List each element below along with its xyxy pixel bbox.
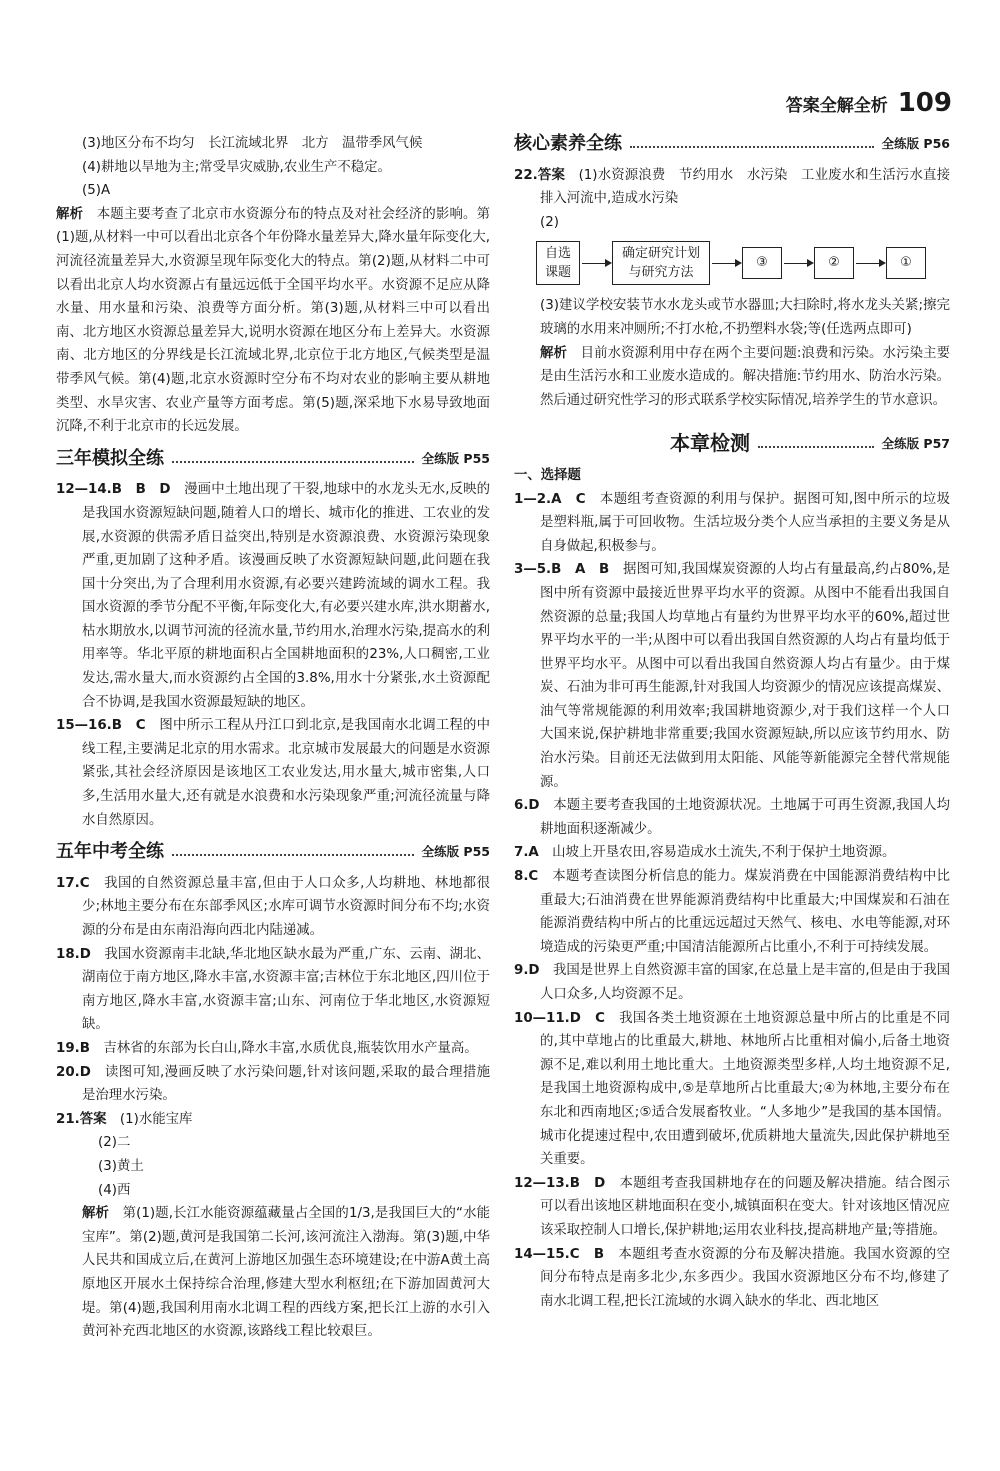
section-title: 三年模拟全练 bbox=[56, 447, 164, 469]
dotted-leader bbox=[630, 146, 874, 148]
answer-line: (4)西 bbox=[98, 1182, 131, 1198]
page-header bbox=[786, 88, 952, 118]
question-number: 22.答案 bbox=[514, 167, 565, 183]
question-number: 20.D bbox=[56, 1064, 91, 1080]
answer-line: (5)A bbox=[82, 183, 111, 199]
question-number: 8.C bbox=[514, 869, 539, 885]
question-number: 12—14.B B D bbox=[56, 482, 171, 498]
analysis-paragraph bbox=[56, 1202, 490, 1344]
answer-line: (3)建议学校安装节水水龙头或节水器皿;大扫除时,将水龙头关紧;擦完玻璃的水用来冲厕所;不打水枪,不扔塑料水袋;等(任选两点即可) bbox=[540, 298, 950, 337]
question-explanation: 我国各类土地资源在土地资源总量中所占的比重是不同的,其中草地占的比重最大,耕地、林地所占比重相对偏小,后备土地资源不足,难以利用土地比重大。土地资源类型多样,人均土地资源不足,是我国土地资源构成中,⑤是草地所占比重最大;④为林地,主要分布在东北和西南地区;⑤适合发展畜牧业。“人多地少”是我国的基本国情。城市化提速过程中,农田遭到破坏,优质耕地大量流失,因此保护耕地至关重要。 bbox=[540, 1010, 950, 1168]
question-explanation: 我国的自然资源总量丰富,但由于人口众多,人均耕地、林地都很少;林地主要分布在东部季风区;水库可调节水资源时间分布不均;水资源的分布是由东南沿海向西北内陆递减。 bbox=[82, 875, 491, 938]
question-answer bbox=[514, 1172, 950, 1243]
question-answer bbox=[514, 488, 950, 559]
section-page-ref: 全练版 P55 bbox=[421, 450, 490, 466]
question-answer bbox=[514, 1007, 950, 1172]
question-number: 12—13.B D bbox=[514, 1175, 606, 1191]
section-title: 本章检测 bbox=[670, 431, 750, 456]
section-page-ref: 全练版 P57 bbox=[881, 436, 950, 452]
question-answer bbox=[56, 714, 490, 832]
section-title: 核心素养全练 bbox=[514, 133, 622, 154]
answer-line: (2) bbox=[540, 214, 559, 230]
question-number: 3—5.B A B bbox=[514, 562, 610, 578]
question-answer bbox=[514, 865, 950, 959]
flow-arrow bbox=[856, 263, 884, 264]
question-answer bbox=[514, 959, 950, 1006]
section-header bbox=[514, 132, 950, 156]
section-page-ref: 全练版 P55 bbox=[421, 844, 490, 860]
question-answer bbox=[56, 943, 490, 1037]
analysis-label: 解析 bbox=[56, 206, 84, 222]
dotted-leader bbox=[172, 461, 414, 463]
analysis-label: 解析 bbox=[82, 1206, 110, 1222]
question-explanation: 本题组考查我国耕地存在的问题及解决措施。结合图示可以看出该地区耕地面积在变小,城镇面积在变大。针对该地区情况应该采取控制人口增长,保护耕地;运用农业科技,提高耕地产量;等措施。 bbox=[540, 1175, 951, 1238]
analysis-paragraph bbox=[514, 342, 950, 413]
question-explanation: 图中所示工程从丹江口到北京,是我国南水北调工程的中线工程,主要满足北京的用水需求。北京城市发展最大的问题是水资源紧张,其社会经济原因是该地区工农业发达,用水量大,城市密集,人口多,生活用水量大,还有就是水浪费和水污染现象严重;河流径流量与降水自然原因。 bbox=[82, 718, 491, 828]
question-explanation: 本题组考查资源的利用与保护。据图可知,图中所示的垃圾是塑料瓶,属于可回收物。生活垃圾分类个人应当承担的主要义务是从自身做起,积极参与。 bbox=[540, 491, 950, 554]
question-explanation: 吉林省的东部为长白山,降水丰富,水质优良,瓶装饮用水产量高。 bbox=[103, 1040, 478, 1056]
flow-box: 确定研究计划与研究方法 bbox=[612, 241, 710, 285]
question-number: 17.C bbox=[56, 875, 90, 891]
answer-line: (2)二 bbox=[98, 1135, 131, 1151]
question-explanation: 本题组考查水资源的分布及解决措施。我国水资源的空间分布特点是南多北少,东多西少。我国水资源地区分布不均,修建了南水北调工程,把长江流域的水调入缺水的华北、西北地区 bbox=[540, 1246, 951, 1309]
question-number: 6.D bbox=[514, 798, 540, 814]
question-number: 7.A bbox=[514, 845, 539, 861]
question-number: 19.B bbox=[56, 1040, 90, 1056]
question-explanation: 山坡上开垦农田,容易造成水土流失,不利于保护土地资源。 bbox=[552, 845, 896, 861]
section-header bbox=[56, 840, 490, 864]
flow-box: 自选课题 bbox=[536, 241, 580, 285]
question-explanation: 读图可知,漫画反映了水污染问题,针对该问题,采取的最合理措施是治理水污染。 bbox=[82, 1064, 490, 1104]
section-title: 五年中考全练 bbox=[56, 841, 164, 863]
question-answer bbox=[514, 558, 950, 794]
question-answer bbox=[514, 841, 950, 865]
question-explanation: 我国水资源南丰北缺,华北地区缺水最为严重,广东、云南、湖北、湖南位于南方地区,降水丰富,水资源丰富;吉林位于东北地区,四川位于南方地区,降水丰富,水资源丰富;山东、河南位于华北地区,水资源短缺。 bbox=[82, 946, 491, 1033]
answer-line: (1)水资源浪费 节约用水 水污染 工业废水和生活污水直接排入河流中,造成水污染 bbox=[540, 167, 950, 207]
left-column bbox=[56, 132, 490, 1344]
analysis-label: 解析 bbox=[540, 345, 568, 361]
section-header bbox=[56, 447, 490, 471]
flow-arrow bbox=[712, 263, 740, 264]
answer-line: (3)地区分布不均匀 长江流域北界 北方 温带季风气候 bbox=[82, 136, 423, 151]
flow-box: ② bbox=[814, 247, 854, 279]
question-number: 10—11.D C bbox=[514, 1010, 605, 1026]
question-number: 14—15.C B bbox=[514, 1246, 605, 1262]
question-number: 15—16.B C bbox=[56, 718, 146, 734]
dotted-leader bbox=[758, 446, 874, 448]
answer-line: (4)耕地以旱地为主;常受旱灾威胁,农业生产不稳定。 bbox=[82, 159, 391, 175]
part-heading: 一、选择题 bbox=[514, 467, 581, 483]
analysis-text: 第(1)题,长江水能资源蕴藏量占全国的1/3,是我国巨大的“水能宝库”。第(2)题,黄河是我国第二长河,该河流注入渤海。第(3)题,中华人民共和国成立后,在黄河上游地区加强生态环境建设;在中游A黄土高原地区开展水土保持综合治理,修建大型水利枢纽;在下游加固黄河大堤。第(4)题,我国利用南水北调工程的西线方案,把长江上游的水引入黄河补充西北地区的水资源,该路线工程比较艰巨。 bbox=[82, 1206, 491, 1340]
question-explanation: 我国是世界上自然资源丰富的国家,在总量上是丰富的,但是由于我国人口众多,人均资源不足。 bbox=[540, 963, 950, 1002]
header-title: 答案全解全析 bbox=[785, 95, 888, 116]
question-answer bbox=[56, 478, 490, 714]
question-number: 21.答案 bbox=[56, 1111, 107, 1127]
research-flowchart bbox=[536, 238, 950, 288]
flow-arrow bbox=[582, 263, 610, 264]
flow-arrow bbox=[784, 263, 812, 264]
section-header bbox=[514, 432, 950, 456]
page-number: 109 bbox=[897, 88, 952, 118]
question-answer bbox=[514, 164, 950, 211]
answer-line: (1)水能宝库 bbox=[119, 1111, 193, 1127]
question-explanation: 漫画中土地出现了干裂,地球中的水龙头无水,反映的是我国水资源短缺问题,随着人口的增长、城市化的推进、工农业的发展,水资源的供需矛盾日益突出,特别是水资源浪费、水资源污染现象严重,更加剧了这种矛盾。该漫画反映了水资源短缺问题,此问题在我国十分突出,为了合理利用水资源,有必要兴建跨流域的调水工程。我国水资源的季节分配不平衡,年际变化大,有必要兴建水库,洪水期蓄水,枯水期放水,以调节河流的径流水量,节约用水,治理水污染,提高水的利用率等。华北平原的耕地面积占全国耕地面积的23%,人口稠密,工业发达,需水量大,而水资源约占全国的3.8%,用水十分紧张,水土资源配合不协调,是我国水资源最短缺的地区。 bbox=[82, 482, 491, 710]
question-explanation: 本题考查读图分析信息的能力。煤炭消费在中国能源消费结构中比重最大;石油消费在世界能源消费结构中比重最大;中国煤炭和石油在能源消费结构中所占的比重远远超过天然气、核电、水电等能源,对环境造成的污染更严重;中国清洁能源所占比重小,不利于可持续发展。 bbox=[540, 869, 950, 955]
answer-line: (3)黄土 bbox=[98, 1158, 144, 1174]
question-answer bbox=[514, 794, 950, 841]
question-answer bbox=[56, 872, 490, 943]
section-page-ref: 全练版 P56 bbox=[881, 136, 950, 151]
question-answer bbox=[56, 1108, 490, 1132]
right-column bbox=[514, 132, 950, 1313]
question-answer bbox=[514, 1243, 950, 1314]
question-number: 18.D bbox=[56, 946, 91, 962]
analysis-text: 目前水资源利用中存在两个主要问题:浪费和污染。水污染主要是由生活污水和工业废水造成的。解决措施:节约用水、防治水污染。然后通过研究性学习的形式联系学校实际情况,培养学生的节水意识。 bbox=[540, 345, 951, 408]
flow-box: ③ bbox=[742, 247, 782, 279]
analysis-text: 本题主要考查了北京市水资源分布的特点及对社会经济的影响。第(1)题,从材料一中可以看出北京各个年份降水量差异大,降水量年际变化大,河流径流量差异大,水资源呈现年际变化大的特点。第(2)题,从材料二中可以看出北京人均水资源占有量远远低于全国平均水平。水资源不足应从降水量、用水量和污染、浪费等方面分析。第(3)题,从材料三中可以看出南、北方地区水资源总量差异大,说明水资源在地区分布上差异大。水资源南、北方地区的分界线是长江流域北界,北京位于北方地区,气候类型是温带季风气候。第(4)题,北京水资源时空分布不均对农业的影响主要从耕地类型、水旱灾害、农业产量等方面考虑。第(5)题,深采地下水易导致地面沉降,不利于北京市的长远发展。 bbox=[56, 206, 491, 435]
dotted-leader bbox=[172, 854, 414, 856]
question-number: 9.D bbox=[514, 963, 540, 979]
question-explanation: 本题主要考查我国的土地资源状况。土地属于可再生资源,我国人均耕地面积逐渐减少。 bbox=[540, 798, 950, 837]
question-answer bbox=[56, 1061, 490, 1108]
question-answer bbox=[56, 1037, 490, 1061]
flow-box: ① bbox=[886, 247, 926, 279]
question-explanation: 据图可知,我国煤炭资源的人均占有量最高,约占80%,是图中所有资源中最接近世界平均水平的资源。从图中不能看出我国自然资源的总量;我国人均草地占有量约为世界平均水平的60%,超过世界平均水平的一半;从图中可以看出我国自然资源的人均占有量均低于世界平均水平。从图中可以看出我国自然资源人均占有量少。由于煤炭、石油为非可再生能源,针对我国人均资源少的情况应该提高煤炭、油气等常规能源的利用效率;我国耕地资源少,对于我们这样一个人口大国来说,保护耕地非常重要;我国水资源短缺,所以应该节约用水、防治水污染。目前还无法做到用太阳能、风能等新能源完全替代常规能源。 bbox=[540, 562, 951, 790]
question-number: 1—2.A C bbox=[514, 491, 586, 507]
analysis-paragraph bbox=[56, 203, 490, 439]
